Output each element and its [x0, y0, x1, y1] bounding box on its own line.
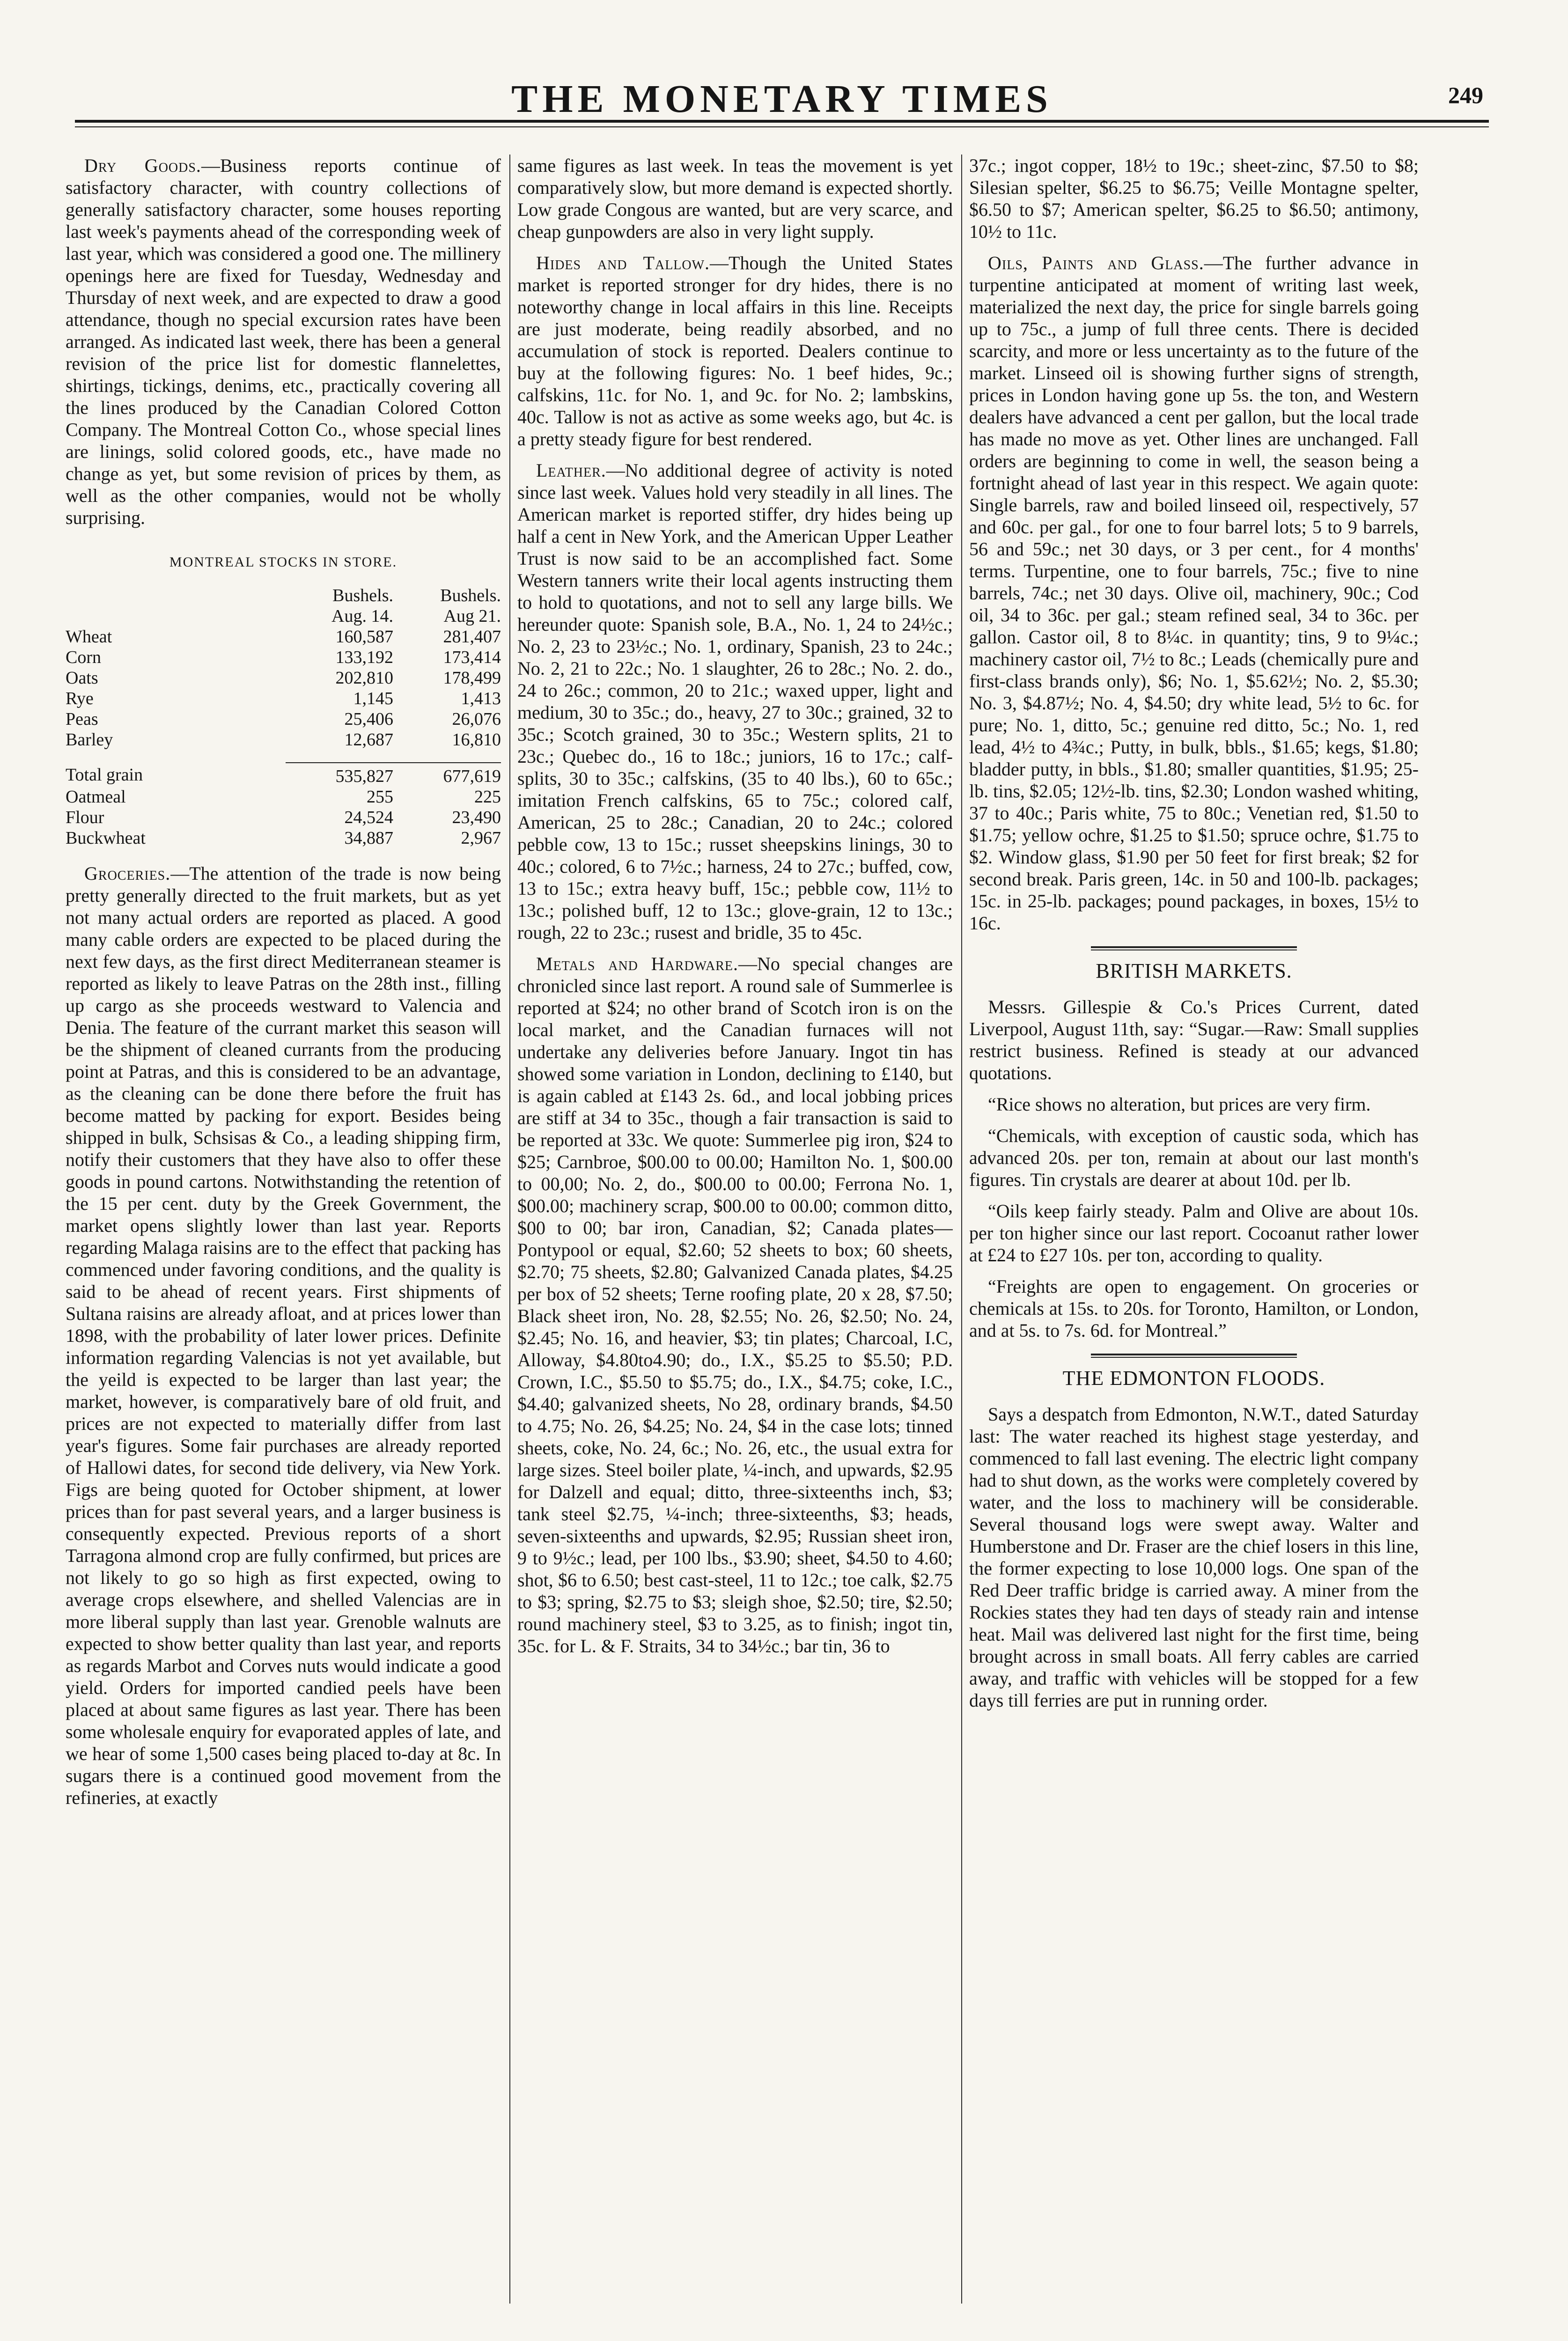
stocks-label: Oats: [66, 668, 98, 688]
stocks-value: 133,192: [335, 648, 393, 667]
oils-heading: Oils, Paints and Glass.: [988, 252, 1204, 273]
masthead-rule: [75, 120, 1489, 123]
stocks-value: 1,413: [461, 689, 501, 708]
section-rule: [1091, 946, 1297, 950]
stocks-header-unit: Bushels.: [440, 586, 501, 605]
metals-heading: Metals and Hardware.: [536, 953, 739, 974]
stocks-header-unit: Bushels.: [332, 586, 393, 605]
stocks-value: 24,524: [344, 808, 393, 827]
stocks-value: 2,967: [461, 828, 501, 848]
stocks-value: 281,407: [443, 627, 501, 647]
stocks-value: 255: [367, 787, 393, 807]
column-1: [66, 155, 501, 2308]
stocks-date-row: [66, 606, 501, 626]
metals-article: [517, 953, 953, 1657]
page-number: 249: [1448, 82, 1483, 108]
stocks-row: [66, 787, 501, 807]
edmonton-floods-text: Says a despatch from Edmonton, N.W.T., dated Saturday last: The water reached its highest stage yesterday, and commenced to fall last evening. The electric light company had to shut down, as the works were completely covered by water, and the loss to machinery will be considerable. Several thousand logs were swept away. Walter and Humberstone and Dr. Fraser are the chief losers in this line, the former expecting to lose 10,000 logs. One span of the Red Deer traffic bridge is carried away. A miner from the Rockies states they had ten days of steady rain and intense heat. Mail was delivered last night for the first time, being brought across in small boats. All ferry cables are carried away, and traffic with vehicles will be stopped for a few days till ferries are put in running order.: [969, 1404, 1419, 1711]
stocks-value: 1,145: [353, 689, 393, 708]
stocks-label: Flour: [66, 808, 104, 827]
section-rule: [1091, 1354, 1297, 1358]
groceries-article: [66, 862, 501, 1809]
leather-heading: Leather.: [536, 460, 606, 481]
column-2: [517, 155, 953, 2308]
stocks-value: 34,887: [344, 828, 393, 848]
stocks-label: Total grain: [66, 765, 143, 785]
masthead-rule-thin: [75, 126, 1489, 127]
metals-continued-text: 37c.; ingot copper, 18½ to 19c.; sheet-zinc, $7.50 to $8; Silesian spelter, $6.25 to $6.75; Veille Montagne spelter, $6.50 to $7; American spelter, $6.25 to $6.50; antimony, 10½ to 11c.: [969, 155, 1419, 242]
stocks-label: Rye: [66, 689, 94, 708]
stocks-label: Wheat: [66, 627, 112, 647]
british-markets-title: BRITISH MARKETS.: [1096, 959, 1292, 982]
stocks-value: 16,810: [452, 730, 501, 750]
stocks-row: [66, 688, 501, 709]
column-divider: [509, 155, 510, 2304]
hides-article: [517, 252, 953, 450]
stocks-value: 26,076: [452, 709, 501, 729]
column-3: [969, 155, 1419, 2308]
masthead: [75, 77, 1489, 131]
stocks-label: Oatmeal: [66, 787, 126, 807]
column-divider: [961, 155, 962, 2304]
dry-goods-heading: Dry Goods.: [84, 155, 201, 176]
stocks-label: Corn: [66, 648, 101, 667]
groceries-text: —The attention of the trade is now being pretty generally directed to the fruit markets, but as yet not many actual orders are reported as placed. A good many cable orders are expected to be placed during the next few days, as the first direct Mediterranean steamer is reported as likely to leave Patras on the 28th inst., filling up cargo as she proceeds westward to Valencia and Denia. The feature of the currant market this season will be the shipment of cleaned currants from the producing point at Patras, and this is considered to be an advantage, as the cleaning can be done there before the fruit has become matted by packing for export. Besides being shipped in bulk, Schsisas & Co., a leading shipping firm, notify their customers that they have also to offer these goods in pound cartons. Notwithstanding the retention of the 15 per cent. duty by the Greek Government, the market opens slightly lower than last year. Reports regarding Malaga raisins are to the effect that packing has commenced under favoring conditions, and the quality is said to be ahead of recent years. First shipments of Sultana raisins are already afloat, and at prices lower than 1898, with the probability of later lower prices. Definite information regarding Valencias is not yet available, but the yeild is expected to be larger than last year; the market, however, is comparatively bare of old fruit, and prices are not expected to materially differ from last year's figures. Some fair purchases are already reported of Hallowi dates, for second tide delivery, via New York. Figs are being quoted for October shipment, at lower prices than for past several years, and a larger business is consequently expected. Previous reports of a short Tarragona almond crop are fully confirmed, but prices are not likely to go so high as first expected, owing to average crops elsewhere, and shelled Valencias are in more liberal supply than last year. Grenoble walnuts are expected to show better quality than last year, and reports as regards Marbot and Corves nuts would indicate a good yield. Orders for imported candied peels have been placed at about same figures as last year. There has been some wholesale enquiry for evaporated apples of late, and we hear of some 1,500 cases being placed to-day at 8c. In sugars there is a continued good movement from the refineries, at exactly: [66, 863, 501, 1808]
stocks-table: [66, 585, 501, 848]
stocks-table-title: MONTREAL STOCKS IN STORE.: [169, 554, 398, 570]
british-markets-paragraph: “Rice shows no alteration, but prices are very firm.: [988, 1094, 1371, 1115]
leather-text: —No additional degree of activity is noted since last week. Values hold very steadily in all lines. The American market is reported stiffer, dry hides being up half a cent in New York, and the American Upper Leather Trust is now said to be an accomplished fact. Some Western tanners write their local agents instructing them to hold to quotations, and not to sell any large bills. We hereunder quote: Spanish sole, B.A., No. 1, 24 to 24½c.; No. 2, 23 to 23½c.; No. 1, ordinary, Spanish, 23 to 24c.; No. 2, 21 to 22c.; No. 1 slaughter, 26 to 28c.; No. 2. do., 24 to 26c.; common, 20 to 21c.; waxed upper, light and medium, 30 to 35c.; do., heavy, 27 to 30c.; grained, 32 to 35c.; Scotch grained, 30 to 35c.; Western splits, 21 to 23c.; Quebec do., 16 to 18c.; juniors, 16 to 17c.; calf-splits, 30 to 35c.; calfskins, (35 to 40 lbs.), 60 to 65c.; imitation French calfskins, 65 to 75c.; colored calf, American, 25 to 28c.; Canadian, 20 to 24c.; colored pebble cow, 13 to 15c.; russet sheepskins linings, 30 to 40c.; colored, 6 to 7½c.; harness, 24 to 27c.; buffed, cow, 13 to 15c.; extra heavy buff, 15c.; pebble cow, 11½ to 13c.; polished buff, 12 to 13c.; glove-grain, 12 to 13c.; rough, 22 to 23c.; rusest and bridle, 35 to 45c.: [517, 460, 953, 943]
leather-article: [517, 459, 953, 943]
stocks-label: Buckwheat: [66, 828, 146, 848]
stocks-value: 225: [474, 787, 501, 807]
stocks-header-date: Aug 21.: [443, 606, 501, 626]
edmonton-floods-title: THE EDMONTON FLOODS.: [1062, 1367, 1325, 1390]
stocks-value: 178,499: [443, 668, 501, 688]
stocks-row: [66, 626, 501, 647]
stocks-value: 25,406: [344, 709, 393, 729]
oils-article: [969, 252, 1419, 934]
stocks-value: 202,810: [335, 668, 393, 688]
publication-title: THE MONETARY TIMES: [511, 77, 1053, 121]
british-markets-paragraph: “Oils keep fairly steady. Palm and Olive are about 10s. per ton higher since our last report. Cocoanut rather lower at £24 to £27 10s. per ton, according to quality.: [969, 1200, 1419, 1266]
stocks-label: Peas: [66, 709, 98, 729]
stocks-header-row: [66, 585, 501, 606]
stocks-row: [66, 729, 501, 750]
british-markets-paragraph: “Chemicals, with exception of caustic soda, which has advanced 20s. per ton, remain at about our last month's figures. Tin crystals are dearer at about 10d. per lb.: [969, 1125, 1419, 1190]
hides-text: —Though the United States market is reported stronger for dry hides, there is no noteworthy change in local affairs in this line. Receipts are just moderate, being readily absorbed, and no accumulation of stock is reported. Dealers continue to buy at the following figures: No. 1 beef hides, 9c.; calfskins, 11c. for No. 1, and 9c. for No. 2; lambskins, 40c. Tallow is not as active as some weeks ago, but 4c. is a pretty steady figure for best rendered.: [517, 252, 953, 449]
stocks-value: 23,490: [452, 808, 501, 827]
stocks-row: [66, 647, 501, 668]
stocks-value: 535,827: [286, 763, 393, 787]
groceries-heading: Groceries.: [84, 863, 171, 884]
stocks-row: [66, 807, 501, 828]
dry-goods-article: [66, 155, 501, 529]
stocks-header-date: Aug. 14.: [331, 606, 393, 626]
stocks-row: [66, 709, 501, 729]
hides-heading: Hides and Tallow.: [536, 252, 710, 273]
dry-goods-text: —Business reports continue of satisfactory character, with country collections of generally satisfactory character, some houses reporting last week's payments ahead of the corresponding week of last year, which was considered a good one. The millinery openings here are fixed for Tuesday, Wednesday and Thursday of next week, and are expected to draw a good attendance, though no special excursion rates have been arranged. As indicated last week, there has been a general revision of the price list for domestic flannelettes, shirtings, tickings, denims, etc., practically covering all the lines produced by the Canadian Colored Cotton Company. The Montreal Cotton Co., whose special lines are linings, solid colored goods, etc., have made no change as yet, but some revision of prices by them, as well as the other companies, would not be wholly surprising.: [66, 155, 501, 528]
stocks-value: 12,687: [344, 730, 393, 750]
stocks-value: 677,619: [393, 763, 501, 787]
stocks-value: 173,414: [443, 648, 501, 667]
stocks-row: [66, 828, 501, 848]
stocks-label: Barley: [66, 730, 113, 750]
stocks-value: 160,587: [335, 627, 393, 647]
british-markets-paragraph: Messrs. Gillespie & Co.'s Prices Current, dated Liverpool, August 11th, say: “Sugar.—Raw: Small supplies restrict business. Refined is steady at our advanced quotations.: [969, 996, 1419, 1083]
metals-text: —No special changes are chronicled since last report. A round sale of Summerlee is reported at $24; no other brand of Scotch iron is on the local market, and the Canadian furnaces will not undertake any deliveries before January. Ingot tin has showed some variation in London, declining to £140, but is again cabled at £143 2s. 6d., and local jobbing prices are stiff at 34 to 35c., though a fair transaction is said to be reported at 33c. We quote: Summerlee pig iron, $24 to $25; Carnbroe, $00.00 to 00.00; Hamilton No. 1, $00.00 to 00,00; No. 2, do., $00.00 to 00.00; Ferrona No. 1, $00.00; machinery scrap, $00.00 to 00.00; common ditto, $00 to 00; bar iron, Canadian, $2; Canada plates—Pontypool or equal, $2.60; 52 sheets to box; 60 sheets, $2.70; 75 sheets, $2.80; Galvanized Canada plates, $4.25 per box of 52 sheets; Terne roofing plate, 20 x 28, $7.50; Black sheet iron, No. 28, $2.55; No. 26, $2.50; No. 24, $2.45; No. 16, and heavier, $3; tin plates; Charcoal, I.C, Alloway, $4.80to4.90; do., I.X., $5.25 to $5.50; P.D. Crown, I.C., $5.50 to $5.75; do., I.X., $4.75; coke, I.C., $4.40; galvanized sheets, No 28, ordinary brands, $4.50 to 4.75; No. 26, $4.25; No. 24, $4 in the case lots; tinned sheets, coke, No. 24, 6c.; No. 26, etc., the usual extra for large sizes. Steel boiler plate, ¼-inch, and upwards, $2.95 for Dalzell and equal; ditto, three-sixteenths inch, $3; tank steel $2.75, ¼-inch; three-sixteenths, $3; heads, seven-sixteenths and upwards, $2.95; Russian sheet iron, 9 to 9½c.; lead, per 100 lbs., $3.90; sheet, $4.50 to 4.60; shot, $6 to 6.50; best cast-steel, 11 to 12c.; toe calk, $2.75 to $3; spring, $2.75 to $3; sleigh shoe, $2.50; tire, $2.50; round machinery steel, $3 to 3.25, as to finish; ingot tin, 35c. for L. & F. Straits, 34 to 34½c.; bar tin, 36 to: [517, 953, 953, 1656]
stocks-total-row: [66, 763, 501, 787]
teas-text: same figures as last week. In teas the movement is yet comparatively slow, but more demand is expected shortly. Low grade Congous are wanted, but are very scarce, and cheap gunpowders are also in very light supply.: [517, 155, 953, 242]
stocks-row: [66, 668, 501, 688]
oils-text: —The further advance in turpentine anticipated at moment of writing last week, materialized the next day, the price for single barrels going up to 75c., a jump of full three cents. There is decided scarcity, and more or less uncertainty as to the future of the market. Linseed oil is showing further signs of strength, prices in London having gone up 5s. the ton, and Western dealers have advanced a cent per gallon, but the local trade has made no move as yet. Other lines are unchanged. Fall orders are beginning to come in well, the season being a fortnight ahead of last year in this respect. We again quote: Single barrels, raw and boiled linseed oil, respectively, 57 and 60c. per gal., for one to four barrel lots; 5 to 9 barrels, 56 and 59c.; net 30 days, or 3 per cent., for 4 months' terms. Turpentine, one to four barrels, 75c.; five to nine barrels, 74c.; net 30 days. Olive oil, machinery, 90c.; Cod oil, 34 to 36c. per gal.; steam refined seal, 34 to 36c. per gallon. Castor oil, 8 to 8¼c. in quantity; tins, 9 to 9¼c.; machinery castor oil, 7½ to 8c.; Leads (chemically pure and first-class brands only), $6; No. 1, $5.62½; No. 2, $5.30; No. 3, $4.87½; No. 4, $4.50; dry white lead, 5½ to 6c. for pure; No. 1, ditto, 5c.; genuine red ditto, 5c.; No. 1, red lead, 4½ to 4¾c.; Putty, in bulk, bbls., $1.65; kegs, $1.80; bladder putty, in bbls., $1.80; smaller quantities, $1.95; 25-lb. tins, $2.05; 12½-lb. tins, $2.30; London washed whiting, 37 to 40c.; Paris white, 75 to 80c.; Venetian red, $1.50 to $1.75; yellow ochre, $1.25 to $1.50; spruce ochre, $1.75 to $2. Window glass, $1.90 per 50 feet for first break; $2 for second break. Paris green, 14c. in 50 and 100-lb. packages; 15c. in 25-lb. packages; pound packages, in boxes, 15½ to 16c.: [969, 252, 1419, 934]
british-markets-paragraph: “Freights are open to engagement. On groceries or chemicals at 15s. to 20s. for Toronto, Hamilton, or London, and at 5s. to 7s. 6d. for Montreal.”: [969, 1276, 1419, 1341]
